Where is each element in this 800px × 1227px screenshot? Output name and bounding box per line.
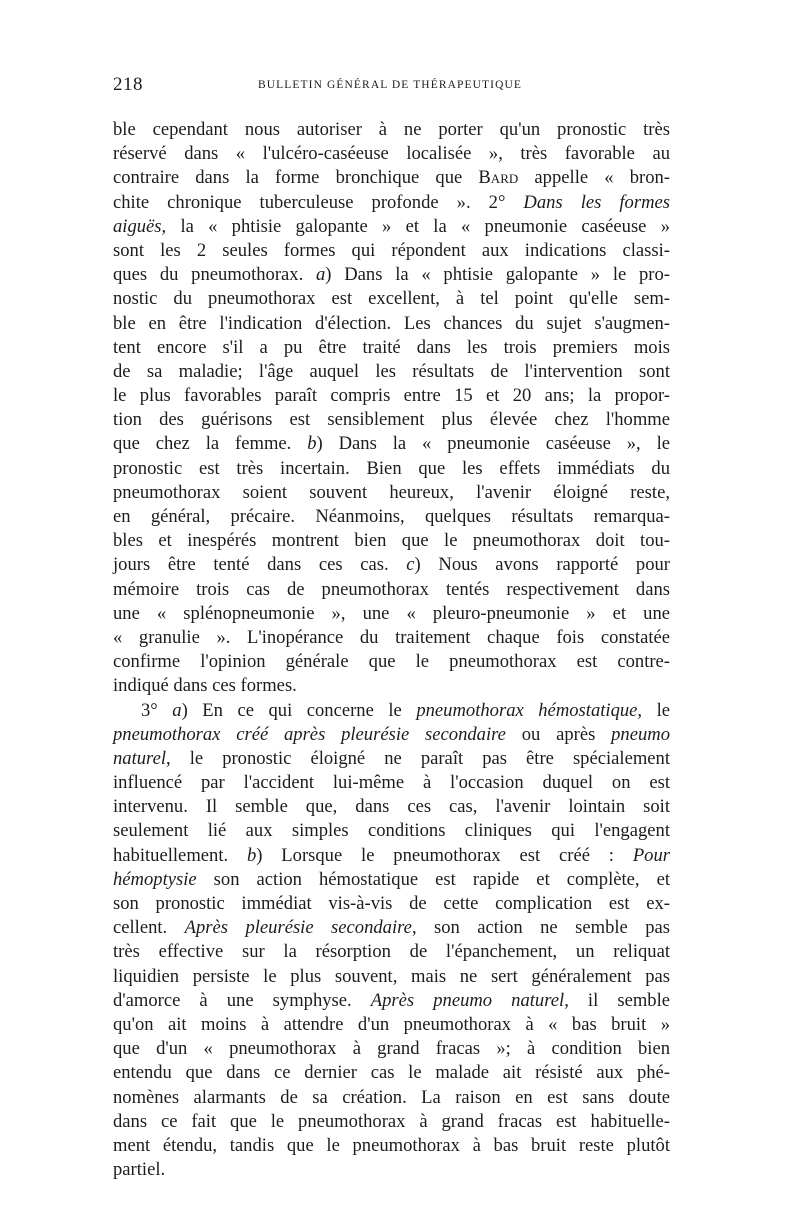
text-segment: chite chronique tuberculeuse profonde ». 2° [113,191,524,213]
running-head: BULLETIN GÉNÉRAL DE THÉRAPEUTIQUE [258,79,523,91]
text-line [113,1061,670,1085]
text-line [113,819,670,843]
text-segment: ques du pneumothorax. [113,264,316,286]
text-segment: en général, précaire. Néanmoins, quelques résultats remarqua- [113,506,670,527]
text-line [113,844,670,868]
text-line [113,892,670,916]
text-line [113,626,670,650]
text-segment: ) Dans la « phtisie galopante » le pro- [325,264,670,286]
page-number: 218 [113,74,143,95]
text-line [113,795,670,819]
text-segment: influencé par l'accident lui-même à l'occasion duquel on est [113,772,670,794]
text-line [113,312,670,336]
text-segment: indiqué dans ces formes. [113,675,297,697]
body-text [113,118,670,1182]
text-segment: sont les 2 seules formes qui répondent aux indications classi- [113,239,670,261]
italic-text: naturel [113,747,167,769]
text-line [113,118,670,142]
text-line [113,1110,670,1134]
text-segment: une « splénopneumonie », une « pleuro-pneumonie » et une [113,602,670,624]
text-segment: habituellement. [113,844,247,866]
text-line [113,602,670,626]
italic-text: pneumo [611,723,670,745]
text-line [113,1134,670,1158]
italic-text: b [246,844,257,866]
text-line [113,166,670,190]
text-line [113,263,670,287]
text-line [113,674,670,698]
text-segment: ou après [505,723,612,745]
text-segment: intervenu. Il semble que, dans ces cas, l'avenir lointain soit [113,796,670,818]
text-segment: 3° [141,699,173,721]
text-line [113,142,670,166]
small-caps-text: Bard [478,167,519,189]
text-segment: dans ce fait que le pneumothorax à grand fracas est habituelle- [113,1110,670,1132]
text-line [113,916,670,940]
text-line [113,578,670,602]
text-segment: son pronostic immédiat vis-à-vis de cette complication est ex- [113,893,670,914]
text-segment: ment étendu, tandis que le pneumothorax à bas bruit reste plutôt [113,1134,670,1156]
text-segment: ) Lorsque le pneumothorax est créé : [256,844,633,866]
text-segment: le plus favorables paraît compris entre 15 et 20 ans; la propor- [113,385,670,407]
italic-text: pneumothorax créé après pleurésie secondaire [113,723,506,745]
text-segment: que d'un « pneumothorax à grand fracas »; à condition bien [113,1038,670,1060]
italic-text: Après pneumo naturel [370,989,565,1011]
text-segment: seulement lié aux simples conditions cliniques qui l'engagent [113,820,670,842]
text-line [113,965,670,989]
text-segment: « granulie ». L'inopérance du traitement chaque fois constatée [113,626,670,648]
text-line [113,940,670,964]
text-segment: , le pronostic éloigné ne paraît pas être spécialement [166,747,670,769]
text-segment: contraire dans la forme bronchique que [113,167,479,189]
text-line [113,432,670,456]
text-line [113,191,670,215]
text-segment: qu'on ait moins à attendre d'un pneumothorax à « bas bruit » [113,1013,670,1035]
italic-text: Après pleurésie secondaire [184,917,412,939]
text-segment: tion des guérisons est sensiblement plus élevée chez l'homme [113,409,670,431]
text-segment: de sa maladie; l'âge auquel les résultats de l'intervention sont [113,360,670,382]
text-line [113,650,670,674]
text-line [113,481,670,505]
text-segment: ble en être l'indication d'élection. Les chances du sujet s'augmen- [113,312,670,334]
text-segment: d'amorce à une symphyse. [113,989,371,1011]
text-line [113,408,670,432]
text-line [113,360,670,384]
text-segment: réservé dans « l'ulcéro-caséeuse localisée », très favorable au [113,143,670,165]
text-line [113,529,670,553]
text-segment: confirme l'opinion générale que le pneumothorax est contre- [113,651,670,673]
text-line [113,505,670,529]
text-line [113,336,670,360]
text-segment: nostic du pneumothorax est excellent, à tel point qu'elle sem- [113,288,670,310]
page-header [113,74,670,98]
text-segment: ) Nous avons rapporté pour [414,554,670,576]
text-line [113,457,670,481]
italic-text: c [406,554,415,576]
text-line [113,239,670,263]
text-segment: appelle « bron- [518,167,670,189]
text-line [113,1013,670,1037]
text-line [113,553,670,577]
italic-text: Dans les formes [523,191,670,213]
text-segment: ble cependant nous autoriser à ne porter qu'un pronostic très [113,119,670,140]
text-segment: , il semble [564,989,670,1011]
text-line [113,1037,670,1061]
text-segment: très effective sur la résorption de l'épanchement, un reliquat [113,941,670,963]
text-segment: ) Dans la « pneumonie caséeuse », le [316,433,670,455]
text-line [113,868,670,892]
text-line [113,1158,670,1182]
italic-text: b [307,433,317,455]
text-line [113,1086,670,1110]
text-line [113,723,670,747]
text-segment: , la « phtisie galopante » et la « pneumonie caséeuse » [161,215,670,237]
text-segment: entendu que dans ce dernier cas le malade ait résisté aux phé- [113,1062,670,1084]
text-segment: que chez la femme. [113,433,308,455]
text-segment: nomènes alarmants de sa création. La raison en est sans doute [113,1086,670,1108]
text-segment: cellent. [113,917,185,939]
text-segment: liquidien persiste le plus souvent, mais ne sert généralement pas [113,965,670,987]
text-segment: ) En ce qui concerne le [181,699,417,721]
italic-text: pneumothorax hémostatique [416,699,638,721]
text-segment: pronostic est très incertain. Bien que les effets immédiats du [113,457,670,479]
text-line [113,287,670,311]
text-line [113,771,670,795]
italic-text: hémoptysie [113,868,197,890]
text-segment: , son action ne semble pas [411,917,670,939]
text-segment: tent encore s'il a pu être traité dans les trois premiers mois [113,336,670,358]
italic-text: aiguës [113,215,162,237]
text-line [113,384,670,408]
text-segment: jours être tenté dans ces cas. [113,554,407,576]
text-line [113,989,670,1013]
text-line [113,747,670,771]
text-line [113,215,670,239]
text-segment: son action hémostatique est rapide et complète, et [196,868,670,890]
text-segment: partiel. [113,1159,166,1181]
text-segment: pneumothorax soient souvent heureux, l'avenir éloigné reste, [113,481,670,503]
text-segment: bles et inespérés montrent bien que le pneumothorax doit tou- [113,530,670,552]
italic-text: a [172,699,182,721]
italic-text: Pour [632,844,670,866]
text-segment: mémoire trois cas de pneumothorax tentés respectivement dans [113,578,670,600]
text-line [113,699,670,723]
text-segment: , le [637,699,671,721]
italic-text: a [316,264,326,286]
